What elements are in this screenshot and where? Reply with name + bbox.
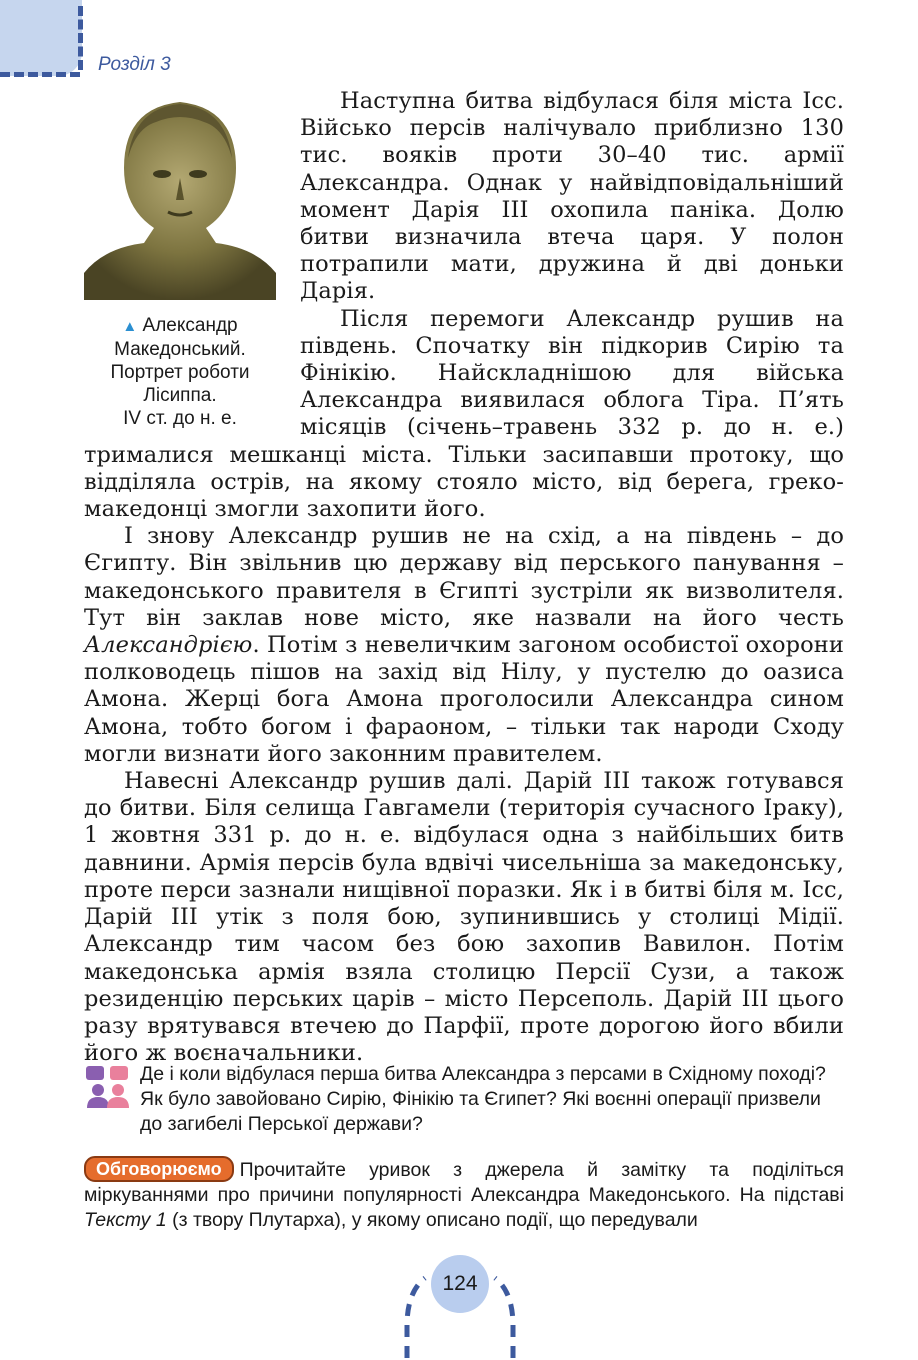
corner-dash-vertical [78, 6, 83, 70]
paragraph-egypt: І знову Александр рушив не на схід, а на південь – до Єгипту. Він звільнив цю державу від перського панування – македонського правителя в Єгипті зустріли як визволителя. Тут він заклав нове місто, яке назвали на його честь Александрією. Потім з невеличким загоном особистої охорони полководець пішов на захід від Нілу, у пустелю до оазиса Амона. Жерці бога Амона проголосили Александра сином Амона, тобто богом і фараоном, – тільки так народи Сходу могли визнати його законним правителем. [84, 523, 844, 767]
corner-tab [0, 0, 82, 76]
main-text [84, 88, 844, 1067]
question-block [84, 1062, 844, 1137]
paragraph-issus: Наступна битва відбулася біля міста Ісс. Військо персів налічувало приблизно 130 тис. вояків проти 30–40 тис. армії Александра. Однак у найвідповідальніший момент Дарія III охопила паніка. Долю битви визначила втеча царя. У полон потрапили мати, дружина й дві доньки Дарія. [300, 88, 844, 305]
question-text: Де і коли відбулася перша битва Александра з персами в Східному поході? Як було завойовано Сирію, Фінікію та Єгипет? Які воєнні операції призвели до загибелі Перської держави? [140, 1063, 826, 1135]
triangle-marker-icon: ▲ [122, 318, 138, 335]
paragraph-gaugamela: Навесні Александр рушив далі. Дарій III також готувався до битви. Біля селища Гавгамели (територія сучасного Іраку), 1 жовтня 331 р. до н. е. відбулася одна з найбільших битв давнини. Армія персів була вдвічі чисельніша за македонську, проте перси зазнали нищівної поразки. Як і в битві біля м. Ісс, Дарій III утік з поля бою, зупинившись у столиці Мідії. Александр тим часом без бою захопив Вавилон. Потім македонська армія взяла столицю Персії Сузи, а також резиденцію перських царів – місто Персеполь. Дарій III цього разу врятувався втечею до Парфії, проте дорогою його вбили його ж воєначальники. [84, 768, 844, 1067]
discussion-block: Обговорюємо Прочитайте уривок з джерела й замітку та поділіться міркуваннями про причини популярності Александра Македонського. На підставі Тексту 1 (з твору Плутарха), у якому описано події, що передували [84, 1156, 844, 1233]
figure-caption: ▲ Александр Македонський. Портрет роботи Лісиппа. IV ст. до н. е. [110, 315, 250, 429]
paragraph-tyre: Після перемоги Александр рушив на південь. Спочатку він підкорив Сирію та Фінікію. Найскладнішою для війська Александра виявилася облога Тіра. П’ять місяців (січень–травень 332 р. до н. е.) трималися мешканці міста. Тільки засипавши протоку, що відділяла острів, на якому стояло місто, від берега, греко-македонці змогли захопити його. [84, 305, 844, 523]
corner-dash-horizontal [0, 72, 80, 77]
people-discussion-icon [84, 1064, 130, 1110]
section-label: Розділ 3 [98, 54, 171, 75]
discuss-badge: Обговорюємо [84, 1156, 234, 1182]
image-float-spacer [84, 88, 300, 433]
page-number: 124 [431, 1255, 489, 1313]
